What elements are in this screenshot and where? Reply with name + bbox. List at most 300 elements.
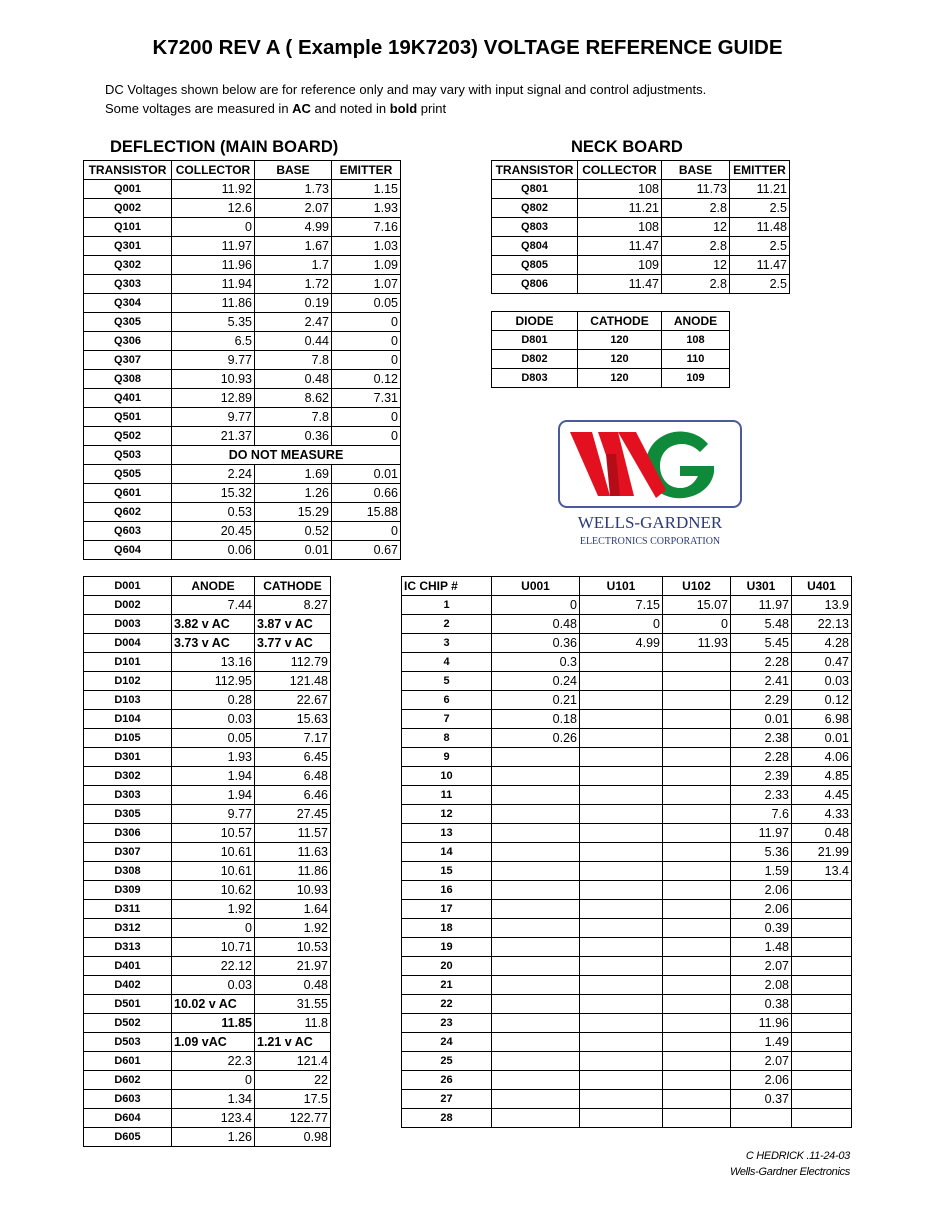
- row-label: Q806: [492, 275, 578, 294]
- table-cell: [580, 1052, 663, 1071]
- table-cell: [663, 900, 731, 919]
- header-row: [402, 577, 852, 596]
- table-cell: 112.79: [255, 653, 331, 672]
- table-row: [402, 957, 852, 976]
- column-header: ANODE: [172, 577, 255, 596]
- table-cell: [663, 957, 731, 976]
- table-cell: 1.21 v AC: [255, 1033, 331, 1052]
- row-label: D104: [84, 710, 172, 729]
- column-header: U401: [792, 577, 852, 596]
- table-cell: 2.28: [731, 748, 792, 767]
- row-label: D502: [84, 1014, 172, 1033]
- table-cell: 2.07: [255, 199, 332, 218]
- table-cell: 11.97: [731, 596, 792, 615]
- table-cell: [492, 862, 580, 881]
- table-cell: 1.72: [255, 275, 332, 294]
- table-row: [402, 615, 852, 634]
- column-header: CATHODE: [255, 577, 331, 596]
- table-row: [84, 919, 331, 938]
- table-row: [402, 862, 852, 881]
- table-cell: 108: [578, 180, 662, 199]
- table-cell: 2.38: [731, 729, 792, 748]
- table-cell: 9.77: [172, 805, 255, 824]
- table-cell: [663, 1071, 731, 1090]
- table-cell: [492, 1052, 580, 1071]
- table-row: [84, 446, 401, 465]
- table-row: [402, 843, 852, 862]
- table-row: [84, 389, 401, 408]
- table-cell: 3.87 v AC: [255, 615, 331, 634]
- table-cell: 0: [332, 313, 401, 332]
- table-cell: [663, 1033, 731, 1052]
- table-cell: [492, 1071, 580, 1090]
- note-line-2: [105, 101, 446, 116]
- table-cell: 0.03: [792, 672, 852, 691]
- table-cell: 1.64: [255, 900, 331, 919]
- row-label: D308: [84, 862, 172, 881]
- table-cell: 122.77: [255, 1109, 331, 1128]
- table-cell: 123.4: [172, 1109, 255, 1128]
- table-cell: [580, 919, 663, 938]
- table-row: [84, 672, 331, 691]
- table-cell: 2.29: [731, 691, 792, 710]
- table-cell: 11.85: [172, 1014, 255, 1033]
- neck-board-heading: NECK BOARD: [571, 138, 683, 156]
- table-row: [84, 465, 401, 484]
- table-cell: 120: [578, 331, 662, 350]
- table-cell: 31.55: [255, 995, 331, 1014]
- note-ac: AC: [292, 101, 311, 116]
- column-header: U001: [492, 577, 580, 596]
- row-label: D312: [84, 919, 172, 938]
- row-label: 21: [402, 976, 492, 995]
- table-cell: 2.06: [731, 1071, 792, 1090]
- table-row: [84, 881, 331, 900]
- table-cell: 10.53: [255, 938, 331, 957]
- row-label: 18: [402, 919, 492, 938]
- row-label: 26: [402, 1071, 492, 1090]
- table-cell: 3.73 v AC: [172, 634, 255, 653]
- table-cell: [792, 1071, 852, 1090]
- table-cell: 7.8: [255, 351, 332, 370]
- table-cell: 0.98: [255, 1128, 331, 1147]
- column-header: EMITTER: [332, 161, 401, 180]
- table-cell: 0.66: [332, 484, 401, 503]
- table-cell: 11.97: [172, 237, 255, 256]
- table-cell: 11.57: [255, 824, 331, 843]
- column-header: TRANSISTOR: [492, 161, 578, 180]
- table-cell: 7.8: [255, 408, 332, 427]
- table-cell: 10.71: [172, 938, 255, 957]
- table-row: [84, 767, 331, 786]
- table-cell: 2.8: [662, 199, 730, 218]
- note-text: Some voltages are measured in: [105, 101, 293, 116]
- table-cell: 1.59: [731, 862, 792, 881]
- table-cell: [492, 957, 580, 976]
- table-cell: [580, 653, 663, 672]
- table-cell: 22.12: [172, 957, 255, 976]
- table-cell: 21.37: [172, 427, 255, 446]
- table-row: [84, 370, 401, 389]
- table-cell: 7.15: [580, 596, 663, 615]
- table-cell: 0.01: [255, 541, 332, 560]
- row-label: Q303: [84, 275, 172, 294]
- table-cell: 12: [662, 256, 730, 275]
- row-label: Q304: [84, 294, 172, 313]
- table-row: [402, 748, 852, 767]
- table-cell: 0.44: [255, 332, 332, 351]
- table-cell: 2.8: [662, 237, 730, 256]
- table-cell: [663, 881, 731, 900]
- table-cell: [492, 995, 580, 1014]
- table-cell: [663, 995, 731, 1014]
- table-cell: 1.49: [731, 1033, 792, 1052]
- table-cell: 11.96: [172, 256, 255, 275]
- table-cell: [492, 786, 580, 805]
- table-row: [492, 331, 730, 350]
- table-cell: [792, 881, 852, 900]
- table-cell: 0.38: [731, 995, 792, 1014]
- column-header: CATHODE: [578, 312, 662, 331]
- column-header: BASE: [662, 161, 730, 180]
- table-row: [402, 805, 852, 824]
- table-cell: 110: [662, 350, 730, 369]
- row-label: 6: [402, 691, 492, 710]
- table-cell: 2.06: [731, 900, 792, 919]
- table-cell: 0.37: [731, 1090, 792, 1109]
- row-label: Q801: [492, 180, 578, 199]
- table-row: [84, 237, 401, 256]
- column-header: D001: [84, 577, 172, 596]
- table-cell: [663, 729, 731, 748]
- table-cell: 12: [662, 218, 730, 237]
- row-label: Q505: [84, 465, 172, 484]
- table-cell: 0.3: [492, 653, 580, 672]
- table-row: [402, 596, 852, 615]
- table-cell: 12.6: [172, 199, 255, 218]
- row-label: 13: [402, 824, 492, 843]
- table-cell: 4.45: [792, 786, 852, 805]
- table-row: [84, 938, 331, 957]
- diode-table: [83, 576, 331, 1147]
- table-cell: 120: [578, 350, 662, 369]
- wells-gardner-logo: [558, 420, 742, 550]
- table-cell: 0: [172, 218, 255, 237]
- table-cell: [492, 1109, 580, 1128]
- row-label: D311: [84, 900, 172, 919]
- table-cell: [663, 843, 731, 862]
- row-label: Q502: [84, 427, 172, 446]
- table-cell: 0: [332, 522, 401, 541]
- table-cell: 0.24: [492, 672, 580, 691]
- table-row: [84, 900, 331, 919]
- table-cell: [792, 1090, 852, 1109]
- row-label: D303: [84, 786, 172, 805]
- table-row: [84, 1090, 331, 1109]
- row-label: 11: [402, 786, 492, 805]
- table-row: [402, 691, 852, 710]
- table-cell: 7.31: [332, 389, 401, 408]
- deflection-transistor-table: [83, 160, 401, 560]
- row-label: 25: [402, 1052, 492, 1071]
- table-cell: 1.15: [332, 180, 401, 199]
- table-row: [84, 503, 401, 522]
- table-cell: 9.77: [172, 351, 255, 370]
- table-cell: [580, 748, 663, 767]
- column-header: DIODE: [492, 312, 578, 331]
- header-row: [84, 577, 331, 596]
- row-label: D801: [492, 331, 578, 350]
- table-cell: 4.85: [792, 767, 852, 786]
- table-cell: 0.28: [172, 691, 255, 710]
- table-cell: 11.97: [731, 824, 792, 843]
- row-label: 3: [402, 634, 492, 653]
- row-label: 7: [402, 710, 492, 729]
- row-label: 1: [402, 596, 492, 615]
- table-row: [402, 976, 852, 995]
- table-cell: 22.13: [792, 615, 852, 634]
- table-cell: [580, 805, 663, 824]
- table-row: [84, 976, 331, 995]
- table-cell: 108: [578, 218, 662, 237]
- table-row: [84, 313, 401, 332]
- table-cell: 2.24: [172, 465, 255, 484]
- row-label: Q001: [84, 180, 172, 199]
- row-label: 9: [402, 748, 492, 767]
- table-cell: [580, 862, 663, 881]
- row-label: 12: [402, 805, 492, 824]
- table-cell: 0.67: [332, 541, 401, 560]
- table-cell: 2.8: [662, 275, 730, 294]
- table-cell: 3.82 v AC: [172, 615, 255, 634]
- table-cell: 0.18: [492, 710, 580, 729]
- table-cell: 112.95: [172, 672, 255, 691]
- table-cell: 22.67: [255, 691, 331, 710]
- page-title: K7200 REV A ( Example 19K7203) VOLTAGE REFERENCE GUIDE: [152, 36, 783, 59]
- table-cell: 5.45: [731, 634, 792, 653]
- table-row: [402, 938, 852, 957]
- column-header: U101: [580, 577, 663, 596]
- row-label: D301: [84, 748, 172, 767]
- table-cell: 0.48: [492, 615, 580, 634]
- table-cell: 13.9: [792, 596, 852, 615]
- row-label: D602: [84, 1071, 172, 1090]
- column-header: COLLECTOR: [172, 161, 255, 180]
- table-cell: 2.47: [255, 313, 332, 332]
- table-cell: 1.92: [255, 919, 331, 938]
- table-cell: 11.47: [578, 275, 662, 294]
- table-cell: [663, 691, 731, 710]
- table-cell: 0.36: [255, 427, 332, 446]
- table-cell: 2.07: [731, 1052, 792, 1071]
- table-cell: 109: [578, 256, 662, 275]
- table-cell: 4.33: [792, 805, 852, 824]
- row-label: Q805: [492, 256, 578, 275]
- row-label: D501: [84, 995, 172, 1014]
- table-cell: 10.62: [172, 881, 255, 900]
- table-cell: 0.48: [792, 824, 852, 843]
- row-label: D503: [84, 1033, 172, 1052]
- table-cell: 9.77: [172, 408, 255, 427]
- table-row: [84, 256, 401, 275]
- table-cell: 13.4: [792, 862, 852, 881]
- table-cell: 0: [172, 1071, 255, 1090]
- table-cell: [580, 786, 663, 805]
- row-label: Q603: [84, 522, 172, 541]
- column-header: TRANSISTOR: [84, 161, 172, 180]
- table-cell: [492, 881, 580, 900]
- table-row: [492, 237, 790, 256]
- table-cell: 11.92: [172, 180, 255, 199]
- logo-text-1: WELLS-GARDNER: [577, 513, 723, 532]
- row-label: D103: [84, 691, 172, 710]
- table-cell: 15.29: [255, 503, 332, 522]
- table-cell: 0: [332, 408, 401, 427]
- table-row: [84, 995, 331, 1014]
- table-row: [84, 275, 401, 294]
- table-row: [84, 1014, 331, 1033]
- table-row: [84, 634, 331, 653]
- row-label: Q302: [84, 256, 172, 275]
- row-label: 14: [402, 843, 492, 862]
- row-label: D802: [492, 350, 578, 369]
- row-label: D309: [84, 881, 172, 900]
- table-cell: 11.21: [730, 180, 790, 199]
- table-cell: 0: [332, 351, 401, 370]
- row-label: D603: [84, 1090, 172, 1109]
- table-cell: 7.44: [172, 596, 255, 615]
- table-row: [84, 484, 401, 503]
- table-cell: [663, 805, 731, 824]
- table-cell: 11.48: [730, 218, 790, 237]
- table-cell: 3.77 v AC: [255, 634, 331, 653]
- table-cell: 10.02 v AC: [172, 995, 255, 1014]
- table-cell: [580, 1033, 663, 1052]
- table-row: [402, 1052, 852, 1071]
- row-label: D803: [492, 369, 578, 388]
- table-cell: [663, 786, 731, 805]
- table-row: [492, 350, 730, 369]
- table-row: [402, 767, 852, 786]
- table-cell: 1.92: [172, 900, 255, 919]
- table-cell: 11.73: [662, 180, 730, 199]
- table-cell: [792, 995, 852, 1014]
- table-cell: 11.47: [578, 237, 662, 256]
- table-cell: 0: [332, 332, 401, 351]
- row-label: D604: [84, 1109, 172, 1128]
- column-header: BASE: [255, 161, 332, 180]
- note-line-1: DC Voltages shown below are for reference only and may vary with input signal and control adjustments.: [105, 82, 707, 97]
- table-row: [84, 408, 401, 427]
- ic-chip-table: [401, 576, 852, 1128]
- table-cell: 1.07: [332, 275, 401, 294]
- table-cell: 1.7: [255, 256, 332, 275]
- table-row: [402, 1071, 852, 1090]
- table-row: [402, 1033, 852, 1052]
- row-label: D302: [84, 767, 172, 786]
- table-row: [84, 843, 331, 862]
- row-label: Q306: [84, 332, 172, 351]
- note-text: print: [417, 101, 447, 116]
- table-cell: [663, 767, 731, 786]
- row-label: Q604: [84, 541, 172, 560]
- row-label: Q501: [84, 408, 172, 427]
- table-cell: 11.63: [255, 843, 331, 862]
- column-header: U102: [663, 577, 731, 596]
- table-cell: [663, 748, 731, 767]
- row-label: 27: [402, 1090, 492, 1109]
- table-cell: 15.32: [172, 484, 255, 503]
- table-cell: 7.16: [332, 218, 401, 237]
- table-cell: [492, 976, 580, 995]
- row-label: D402: [84, 976, 172, 995]
- logo-text-2: ELECTRONICS CORPORATION: [579, 536, 721, 547]
- row-label: Q305: [84, 313, 172, 332]
- note-bold: bold: [389, 101, 418, 116]
- table-cell: [792, 1109, 852, 1128]
- table-row: [402, 786, 852, 805]
- table-cell: [492, 748, 580, 767]
- table-cell: 0.36: [492, 634, 580, 653]
- table-row: [402, 881, 852, 900]
- table-cell: 2.33: [731, 786, 792, 805]
- table-cell: 1.26: [255, 484, 332, 503]
- table-cell: 4.99: [580, 634, 663, 653]
- row-label: 19: [402, 938, 492, 957]
- table-cell: 2.5: [730, 237, 790, 256]
- table-cell: 1.09 vAC: [172, 1033, 255, 1052]
- table-cell: 11.8: [255, 1014, 331, 1033]
- table-cell: [492, 1033, 580, 1052]
- table-cell: [580, 881, 663, 900]
- table-cell: 6.46: [255, 786, 331, 805]
- row-label: 5: [402, 672, 492, 691]
- row-label: D102: [84, 672, 172, 691]
- row-label: Q503: [84, 446, 172, 465]
- table-cell: [492, 938, 580, 957]
- row-label: Q308: [84, 370, 172, 389]
- table-row: [84, 522, 401, 541]
- table-cell: [492, 919, 580, 938]
- table-cell: 2.06: [731, 881, 792, 900]
- table-cell: 20.45: [172, 522, 255, 541]
- table-cell: [792, 919, 852, 938]
- table-cell: 10.57: [172, 824, 255, 843]
- table-cell: 120: [578, 369, 662, 388]
- table-row: [84, 691, 331, 710]
- table-cell: [580, 710, 663, 729]
- row-label: 23: [402, 1014, 492, 1033]
- table-cell: [580, 938, 663, 957]
- table-row: [402, 824, 852, 843]
- row-label: Q401: [84, 389, 172, 408]
- neck-diode-table: [491, 311, 730, 388]
- row-label: 24: [402, 1033, 492, 1052]
- table-cell: 11.96: [731, 1014, 792, 1033]
- table-row: [402, 1014, 852, 1033]
- table-cell: 7.17: [255, 729, 331, 748]
- table-cell: 121.48: [255, 672, 331, 691]
- table-cell: 0.53: [172, 503, 255, 522]
- row-label: D307: [84, 843, 172, 862]
- table-cell: 1.94: [172, 767, 255, 786]
- table-cell: 1.94: [172, 786, 255, 805]
- table-cell: 5.36: [731, 843, 792, 862]
- table-cell: 5.48: [731, 615, 792, 634]
- row-label: 17: [402, 900, 492, 919]
- table-cell: 8.62: [255, 389, 332, 408]
- table-row: [84, 805, 331, 824]
